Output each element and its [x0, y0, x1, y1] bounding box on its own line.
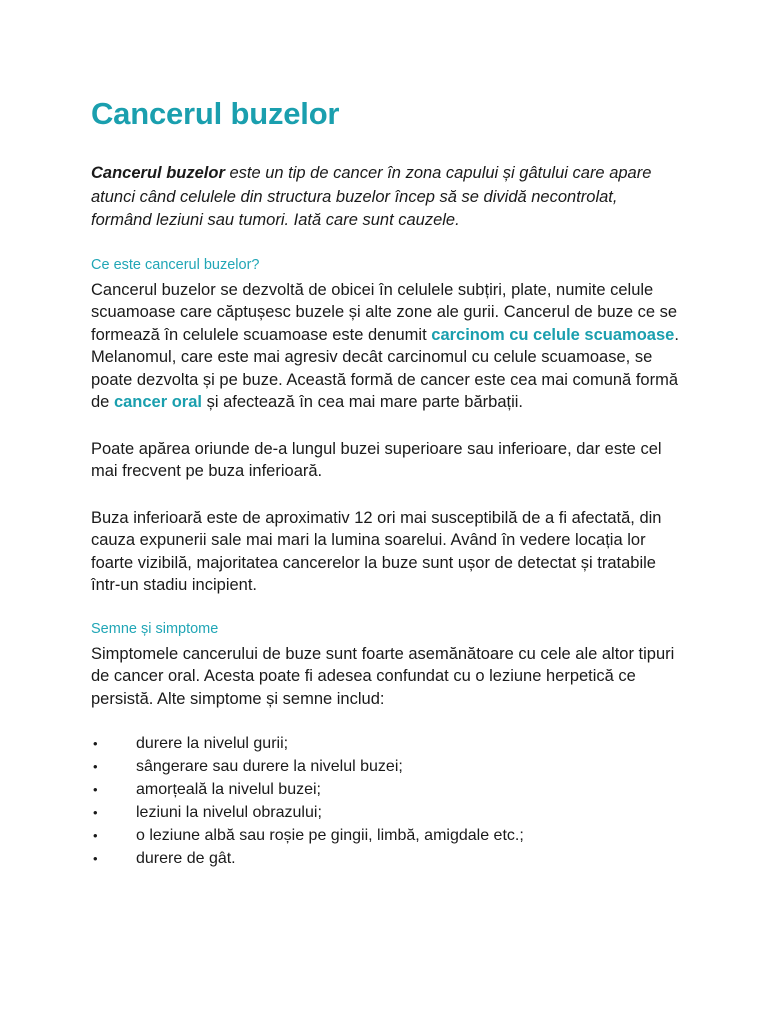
intro-lead: Cancerul buzelor: [91, 164, 225, 182]
link-cancer-oral[interactable]: cancer oral: [113, 393, 202, 411]
list-item-text: o leziune albă sau roșie pe gingii, limbă, amigdale etc.;: [136, 827, 524, 844]
section-heading-symptoms: Semne și simptome: [91, 620, 219, 637]
paragraph-text: Cancerul buzelor se dezvoltă de obicei în celulele subțiri, plate, numite celule scuamoase care căptușesc buzele și alte zone ale gurii. Cancerul de buze ce se formează în celulele scuamoase este denumit: [91, 280, 678, 344]
list-item-text: durere de gât.: [136, 850, 236, 867]
bullet-icon: •: [93, 759, 98, 774]
list-item-text: amorțeală la nivelul buzei;: [136, 781, 321, 798]
paragraph-susceptibility: Buza inferioară este de aproximativ 12 ori mai susceptibilă de a fi afectată, din cauza expunerii sale mai mari la lumina soarelui. Având în vedere locația lor foarte vizibilă, majoritatea cancerelor la buze sunt ușor de detectat și tratabile într-un stadiu incipient.: [91, 508, 662, 594]
paragraph-location: Poate apărea oriunde de-a lungul buzei superioare sau inferioare, dar este cel mai frecvent pe buza inferioară.: [91, 439, 662, 480]
intro-text: este un tip de cancer în zona capului și gâtului care apare atunci când celulele din structura buzelor încep să se dividă necontrolat, formând leziuni sau tumori. Iată care sunt cauzele.: [91, 164, 652, 229]
paragraph-text: și afectează în cea mai mare parte bărbații.: [202, 393, 523, 411]
bullet-icon: •: [93, 828, 98, 843]
bullet-icon: •: [93, 851, 98, 866]
paragraph-text: . Melanomul, care este mai agresiv decât carcinomul cu celule scuamoase, se poate dezvolta și pe buze. Această formă de cancer este cea mai comună formă de: [91, 325, 679, 411]
bullet-icon: •: [93, 736, 98, 751]
intro-paragraph: [91, 162, 681, 233]
list-item: [91, 755, 681, 778]
list-item-text: durere la nivelul gurii;: [136, 735, 289, 752]
bullet-icon: •: [93, 805, 98, 820]
list-item-text: leziuni la nivelul obrazului;: [136, 804, 322, 821]
list-item: [91, 824, 681, 847]
list-item: [91, 778, 681, 801]
article: [91, 92, 681, 870]
page-title: Cancerul buzelor: [91, 96, 340, 131]
paragraph-definition: [91, 279, 681, 414]
section-heading-what-is: Ce este cancerul buzelor?: [91, 256, 260, 273]
bullet-icon: •: [93, 782, 98, 797]
list-item: [91, 847, 681, 870]
list-item: [91, 801, 681, 824]
list-item: [91, 732, 681, 755]
symptom-list: [91, 732, 681, 870]
link-carcinom-cu-celule-scuamoase[interactable]: carcinom cu celule scuamoase: [431, 325, 675, 344]
paragraph-symptoms-intro: Simptomele cancerului de buze sunt foarte asemănătoare cu cele ale altor tipuri de cancer oral. Acesta poate fi adesea confundat cu o leziune herpetică ce persistă. Alte simptome și semne includ:: [91, 644, 675, 708]
list-item-text: sângerare sau durere la nivelul buzei;: [136, 758, 403, 775]
